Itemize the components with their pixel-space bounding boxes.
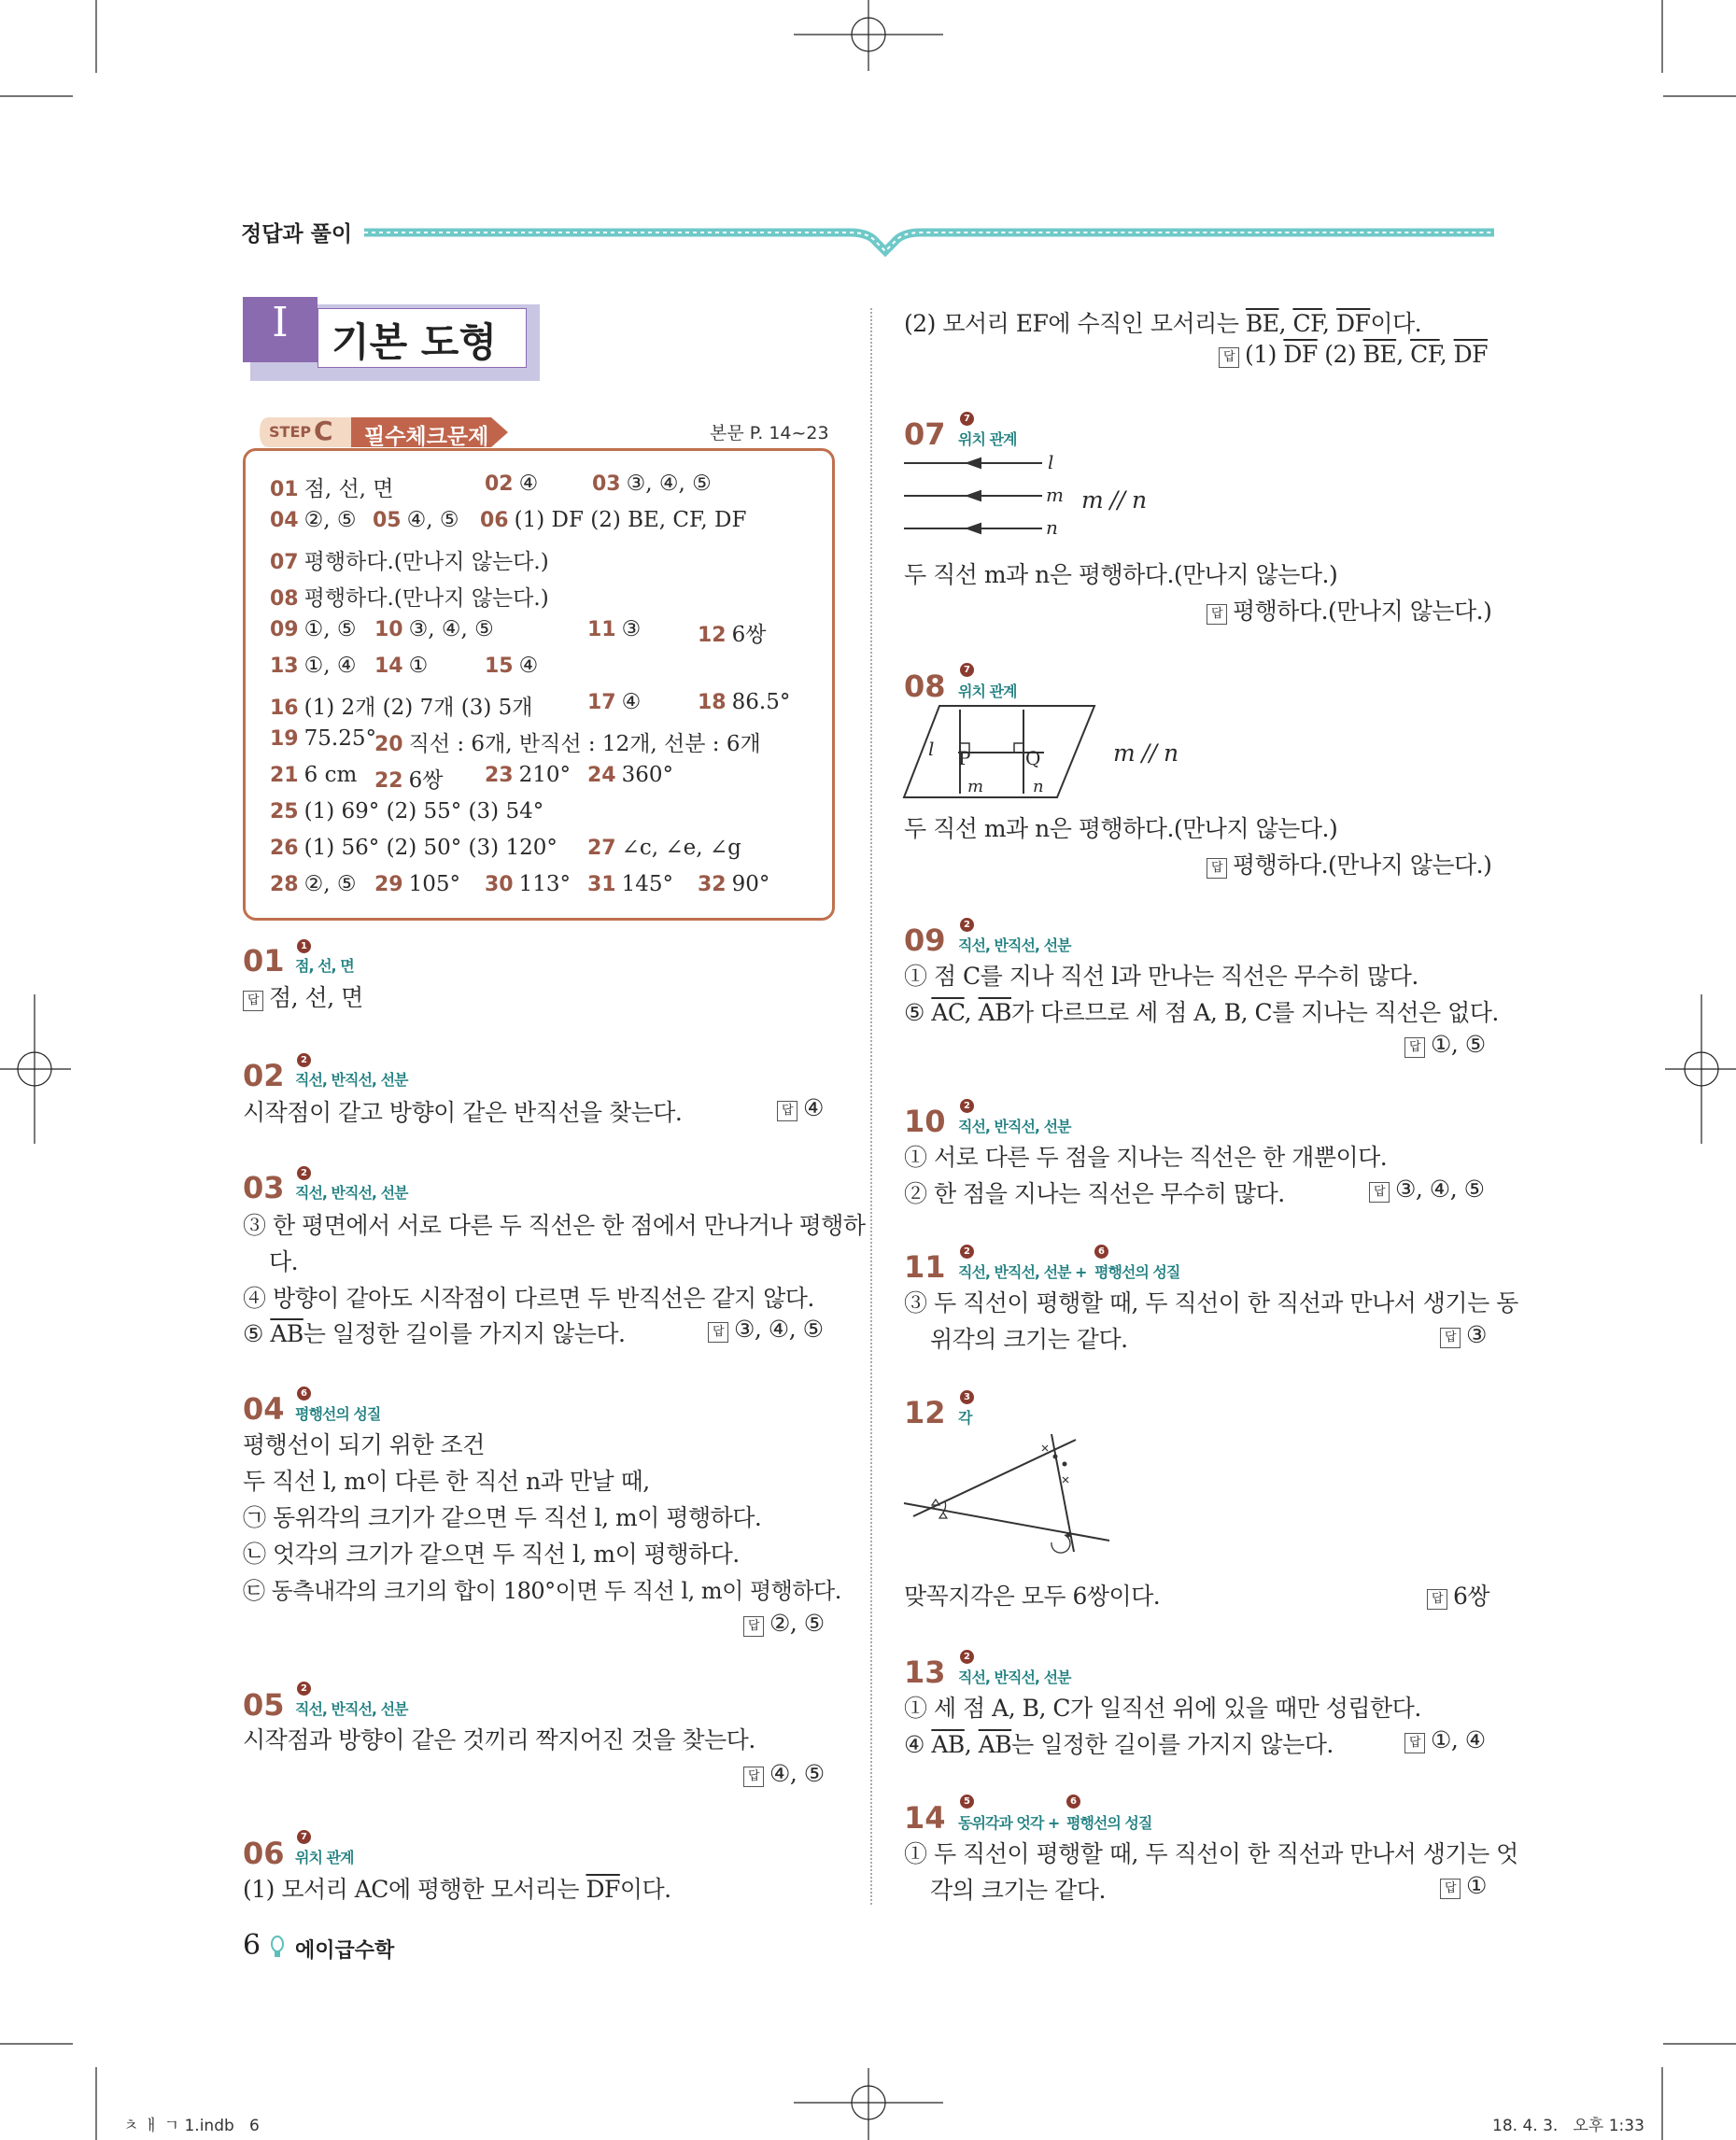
q06-line2: (2) 모서리 EF에 수직인 모서리는 $\overline{BE}$, $\overline{CF}$, $\overline{DF}$이다.: [904, 310, 1422, 337]
answer-grid-cell: [485, 472, 538, 496]
answer-grid-cell: [374, 763, 443, 794]
q07-label-m: m: [1046, 484, 1064, 506]
answer-grid-number: 20: [374, 733, 403, 756]
answer-grid-cell: [270, 472, 394, 502]
answer-grid: [243, 448, 835, 921]
answer-grid-number: 31: [587, 873, 616, 896]
q04-line3: ㉠ 동위각의 크기가 같으면 두 직선 l, m이 평행하다.: [243, 1504, 762, 1531]
q10-line1: ① 서로 다른 두 점을 지나는 직선은 한 개뿐이다.: [904, 1144, 1388, 1171]
q08-answer: 답 평행하다.(만나지 않는다.): [1207, 847, 1491, 880]
answer-grid-value: 6 cm: [303, 763, 358, 787]
answer-grid-cell: [587, 872, 673, 896]
q06-badge: 7: [297, 1830, 311, 1844]
answer-grid-number: 12: [698, 624, 727, 647]
q11-number: 11: [904, 1249, 946, 1285]
answer-grid-cell: [373, 508, 459, 532]
answer-grid-cell: [698, 872, 769, 896]
answer-grid-number: 06: [480, 509, 509, 532]
q14-topic: 동위각과 엇각 +: [958, 1814, 1060, 1832]
answer-grid-cell: [587, 690, 641, 714]
answer-grid-cell: [374, 617, 494, 641]
answer-grid-value: ②, ⑤: [303, 872, 357, 896]
q03-line4: ⑤ $\overline{AB}$는 일정한 길이를 가지지 않는다.: [243, 1320, 626, 1347]
answer-grid-number: 19: [270, 727, 299, 751]
q04-line2: 두 직선 l, m이 다른 한 직선 n과 만날 때,: [243, 1468, 650, 1495]
q04-line5: ㉢ 동측내각의 크기의 합이 180°이면 두 직선 l, m이 평행하다.: [243, 1578, 841, 1604]
q05-answer: 답 ④, ⑤: [743, 1760, 825, 1787]
q09-number: 09: [904, 922, 946, 958]
q02-badge: 2: [297, 1053, 311, 1067]
answer-grid-cell: [374, 654, 428, 678]
q05-topic: 직선, 반직선, 선분: [295, 1700, 408, 1718]
answer-grid-number: 01: [270, 478, 299, 501]
q06-number: 06: [243, 1836, 285, 1871]
answer-grid-number: 23: [485, 764, 514, 787]
page-ref: 본문 P. 14~23: [710, 423, 829, 443]
answer-grid-number: 28: [270, 873, 299, 896]
q14-topic2: 평행선의 성질: [1066, 1814, 1152, 1832]
q08-topic: 위치 관계: [958, 683, 1017, 700]
q05-badge: 2: [297, 1682, 311, 1696]
q12-number: 12: [904, 1395, 946, 1430]
q09-topic: 직선, 반직선, 선분: [958, 936, 1071, 954]
q09-line1: ① 점 C를 지나 직선 l과 만나는 직선은 무수히 많다.: [904, 963, 1418, 990]
brand-name: 에이급수학: [295, 1939, 395, 1963]
answer-grid-number: 17: [587, 691, 616, 714]
answer-grid-value: ①, ⑤: [303, 617, 357, 641]
answer-grid-cell: [270, 654, 357, 678]
q02-number: 02: [243, 1058, 285, 1093]
answer-grid-cell: [587, 763, 673, 787]
q13-topic: 직선, 반직선, 선분: [958, 1668, 1071, 1686]
q07-label-n: n: [1046, 516, 1058, 539]
answer-grid-cell: [485, 763, 571, 787]
answer-grid-value: ①: [408, 654, 429, 678]
answer-grid-value: (1) 56° (2) 50° (3) 120°: [303, 836, 557, 860]
q04-number: 04: [243, 1391, 285, 1427]
answer-grid-value: ④: [518, 654, 539, 678]
answer-grid-value: 145°: [621, 872, 674, 896]
answer-grid-cell: [587, 617, 641, 641]
answer-grid-value: 75.25°: [303, 726, 376, 751]
step-prefix: STEP: [269, 423, 312, 441]
q01-topic: 점, 선, 면: [295, 957, 354, 975]
q03-badge: 2: [297, 1166, 311, 1180]
q10-answer: 답 ③, ④, ⑤: [1369, 1176, 1485, 1203]
answer-grid-number: 13: [270, 655, 299, 678]
answer-grid-value: 점, 선, 면: [303, 477, 394, 501]
q13-line2: ④ $\overline{AB}$, $\overline{AB}$는 일정한 길이를 가지지 않는다.: [904, 1731, 1334, 1758]
answer-grid-cell: [480, 508, 746, 532]
q12-triangle-figure: [902, 1429, 1126, 1559]
q02-line1: 시작점이 같고 방향이 같은 반직선을 찾는다.: [243, 1099, 683, 1126]
q02-topic: 직선, 반직선, 선분: [295, 1071, 408, 1089]
q04-line4: ㉡ 엇각의 크기가 같으면 두 직선 l, m이 평행하다.: [243, 1541, 740, 1568]
answer-grid-value: 86.5°: [731, 690, 791, 714]
q14-line2: 각의 크기는 같다.: [930, 1877, 1106, 1904]
answer-grid-cell: [270, 508, 357, 532]
answer-grid-number: 32: [698, 873, 727, 896]
q02-answer: 답 ④: [777, 1094, 824, 1121]
answer-grid-cell: [485, 654, 538, 678]
answer-grid-cell: [270, 799, 543, 824]
q12-answer: 답 6쌍: [1427, 1578, 1489, 1612]
answer-grid-value: (1) 2개 (2) 7개 (3) 5개: [303, 696, 533, 720]
q11-line1: ③ 두 직선이 평행할 때, 두 직선이 한 직선과 만나서 생기는 동: [904, 1289, 1518, 1316]
q10-topic: 직선, 반직선, 선분: [958, 1118, 1071, 1135]
section-label: 정답과 풀이: [241, 222, 353, 246]
answer-grid-value: ④, ⑤: [406, 508, 459, 532]
q11-badge2: 6: [1094, 1245, 1108, 1259]
answer-grid-number: 29: [374, 873, 403, 896]
answer-grid-number: 11: [587, 618, 616, 641]
page-number: 6: [243, 1929, 261, 1962]
q10-line2: ② 한 점을 지나는 직선은 무수히 많다.: [904, 1180, 1285, 1207]
answer-grid-number: 18: [698, 691, 727, 714]
answer-grid-cell: [698, 617, 766, 648]
q12-line1: 맞꼭지각은 모두 6쌍이다.: [904, 1583, 1161, 1610]
q08-label-n: n: [1033, 777, 1044, 796]
q14-answer: 답 ①: [1440, 1872, 1487, 1899]
answer-grid-number: 27: [587, 837, 616, 860]
answer-grid-value: ④: [621, 690, 642, 714]
answer-grid-cell: [270, 617, 357, 641]
date-stamp: 18. 4. 3. 오후 1:33: [1492, 2117, 1644, 2135]
answer-grid-value: 113°: [518, 872, 572, 896]
bulb-icon: [269, 1935, 286, 1959]
answer-grid-cell: [270, 726, 376, 751]
q09-line2: ⑤ $\overline{AC}$, $\overline{AB}$가 다르므로 세 점 A, B, C를 지나는 직선은 없다.: [904, 999, 1499, 1026]
q01-number: 01: [243, 943, 285, 978]
q11-topic2: 평행선의 성질: [1094, 1263, 1180, 1281]
q13-badge: 2: [960, 1650, 974, 1664]
q04-badge: 6: [297, 1387, 311, 1401]
q09-badge: 2: [960, 918, 974, 932]
q07-line1: 두 직선 m과 n은 평행하다.(만나지 않는다.): [904, 561, 1338, 588]
answer-grid-number: 16: [270, 697, 299, 720]
answer-grid-number: 09: [270, 618, 299, 641]
answer-grid-value: 105°: [408, 872, 461, 896]
q08-label-q: Q: [1025, 747, 1041, 769]
answer-grid-cell: [587, 836, 741, 860]
answer-grid-value: ③, ④, ⑤: [408, 617, 494, 641]
answer-grid-value: ③, ④, ⑤: [626, 472, 712, 496]
chapter-box: [243, 297, 532, 373]
q08-label-l: l: [928, 738, 935, 760]
q06-topic: 위치 관계: [295, 1849, 354, 1866]
chapter-numeral: I: [272, 299, 289, 346]
step-letter: C: [314, 415, 333, 446]
answer-grid-number: 05: [373, 509, 402, 532]
q01-answer: 답 점, 선, 면: [243, 979, 363, 1013]
answer-grid-value: ④: [518, 472, 539, 496]
answer-grid-value: 평행하다.(만나지 않는다.): [303, 586, 549, 611]
answer-grid-cell: [270, 690, 532, 721]
q04-answer: 답 ②, ⑤: [743, 1610, 825, 1637]
q12-topic: 각: [958, 1409, 972, 1427]
q03-line2: 다.: [269, 1248, 299, 1275]
answer-grid-value: 360°: [621, 763, 674, 787]
answer-grid-number: 10: [374, 618, 403, 641]
answer-grid-cell: [270, 763, 357, 787]
answer-grid-number: 03: [592, 472, 621, 496]
q05-line1: 시작점과 방향이 같은 것끼리 짝지어진 것을 찾는다.: [243, 1726, 755, 1753]
answer-grid-cell: [270, 581, 549, 612]
answer-grid-cell: [374, 872, 460, 896]
answer-grid-value: 210°: [518, 763, 572, 787]
q07-label-l: l: [1048, 451, 1053, 473]
q10-number: 10: [904, 1104, 946, 1139]
q07-number: 07: [904, 416, 946, 452]
answer-grid-cell: [485, 872, 571, 896]
q08-relation: m // n: [1113, 739, 1179, 767]
q03-line1: ③ 한 평면에서 서로 다른 두 직선은 한 점에서 만나거나 평행하: [243, 1212, 866, 1239]
q07-topic: 위치 관계: [958, 430, 1017, 448]
answer-grid-cell: [270, 836, 557, 860]
answer-grid-value: 직선 : 6개, 반직선 : 12개, 선분 : 6개: [408, 732, 761, 756]
q11-line2: 위각의 크기는 같다.: [930, 1326, 1128, 1353]
answer-grid-number: 02: [485, 472, 514, 496]
q11-badge: 2: [960, 1245, 974, 1259]
q03-line3: ④ 방향이 같아도 시작점이 다르면 두 반직선은 같지 않다.: [243, 1285, 814, 1312]
q08-label-p: P: [958, 747, 971, 769]
answer-grid-value: ∠c, ∠e, ∠g: [621, 836, 741, 860]
q08-label-m: m: [967, 777, 984, 796]
q03-answer: 답 ③, ④, ⑤: [708, 1316, 824, 1343]
q14-number: 14: [904, 1800, 946, 1836]
q07-answer: 답 평행하다.(만나지 않는다.): [1207, 593, 1491, 627]
q05-number: 05: [243, 1687, 285, 1723]
column-divider: [870, 308, 872, 1905]
answer-grid-number: 08: [270, 587, 299, 611]
answer-grid-cell: [698, 690, 790, 714]
answer-grid-cell: [592, 472, 712, 496]
answer-grid-number: 25: [270, 800, 299, 824]
header-rule: [364, 219, 1494, 261]
answer-grid-value: (1) 69° (2) 55° (3) 54°: [303, 799, 544, 824]
q07-relation: m // n: [1081, 486, 1147, 514]
q07-badge: 7: [960, 412, 974, 426]
answer-grid-number: 04: [270, 509, 299, 532]
q06-answer: 답 (1) $\overline{DF}$ (2) $\overline{BE}$, $\overline{CF}$, $\overline{DF}$: [1219, 341, 1488, 368]
answer-grid-value: ①, ④: [303, 654, 357, 678]
q12-badge: 3: [960, 1390, 974, 1404]
chapter-title: 기본 도형: [332, 319, 497, 365]
answer-grid-value: 6쌍: [408, 768, 444, 793]
answer-grid-value: 90°: [731, 872, 770, 896]
answer-grid-value: 평행하다.(만나지 않는다.): [303, 550, 549, 574]
answer-grid-number: 07: [270, 551, 299, 574]
answer-grid-cell: [374, 726, 761, 757]
q14-badge2: 6: [1066, 1795, 1080, 1809]
answer-grid-value: ②, ⑤: [303, 508, 357, 532]
q14-badge: 5: [960, 1795, 974, 1809]
q08-number: 08: [904, 669, 946, 704]
q06-line1: (1) 모서리 AC에 평행한 모서리는 $\overline{DF}$이다.: [243, 1876, 671, 1903]
q08-line1: 두 직선 m과 n은 평행하다.(만나지 않는다.): [904, 815, 1338, 842]
q13-answer: 답 ①, ④: [1404, 1726, 1486, 1753]
q08-badge: 7: [960, 663, 974, 677]
q09-answer: 답 ①, ⑤: [1404, 1031, 1486, 1058]
q04-topic: 평행선의 성질: [295, 1405, 381, 1423]
q01-badge: 1: [297, 939, 311, 953]
answer-grid-number: 21: [270, 764, 299, 787]
answer-grid-number: 30: [485, 873, 514, 896]
answer-grid-value: ③: [621, 617, 642, 641]
answer-grid-number: 24: [587, 764, 616, 787]
answer-grid-value: 6쌍: [731, 623, 767, 647]
step-tab: [258, 415, 510, 449]
answer-grid-number: 15: [485, 655, 514, 678]
answer-grid-number: 26: [270, 837, 299, 860]
answer-grid-number: 14: [374, 655, 403, 678]
q13-number: 13: [904, 1654, 946, 1690]
q03-topic: 직선, 반직선, 선분: [295, 1184, 408, 1202]
q11-topic: 직선, 반직선, 선분 +: [958, 1263, 1087, 1281]
answer-grid-number: 22: [374, 769, 403, 793]
q10-badge: 2: [960, 1099, 974, 1113]
answer-grid-cell: [270, 872, 357, 896]
file-stamp: ㅊ ㅐ ㄱ 1.indb 6: [123, 2117, 260, 2135]
q11-answer: 답 ③: [1440, 1321, 1487, 1348]
answer-grid-cell: [270, 544, 549, 575]
q14-line1: ① 두 직선이 평행할 때, 두 직선이 한 직선과 만나서 생기는 엇: [904, 1840, 1518, 1867]
answer-grid-value: (1) DF (2) BE, CF, DF: [514, 508, 747, 532]
step-title: 필수체크문제: [364, 425, 489, 449]
q03-number: 03: [243, 1170, 285, 1205]
q13-line1: ① 세 점 A, B, C가 일직선 위에 있을 때만 성립한다.: [904, 1695, 1421, 1722]
q04-line1: 평행선이 되기 위한 조건: [243, 1431, 485, 1458]
